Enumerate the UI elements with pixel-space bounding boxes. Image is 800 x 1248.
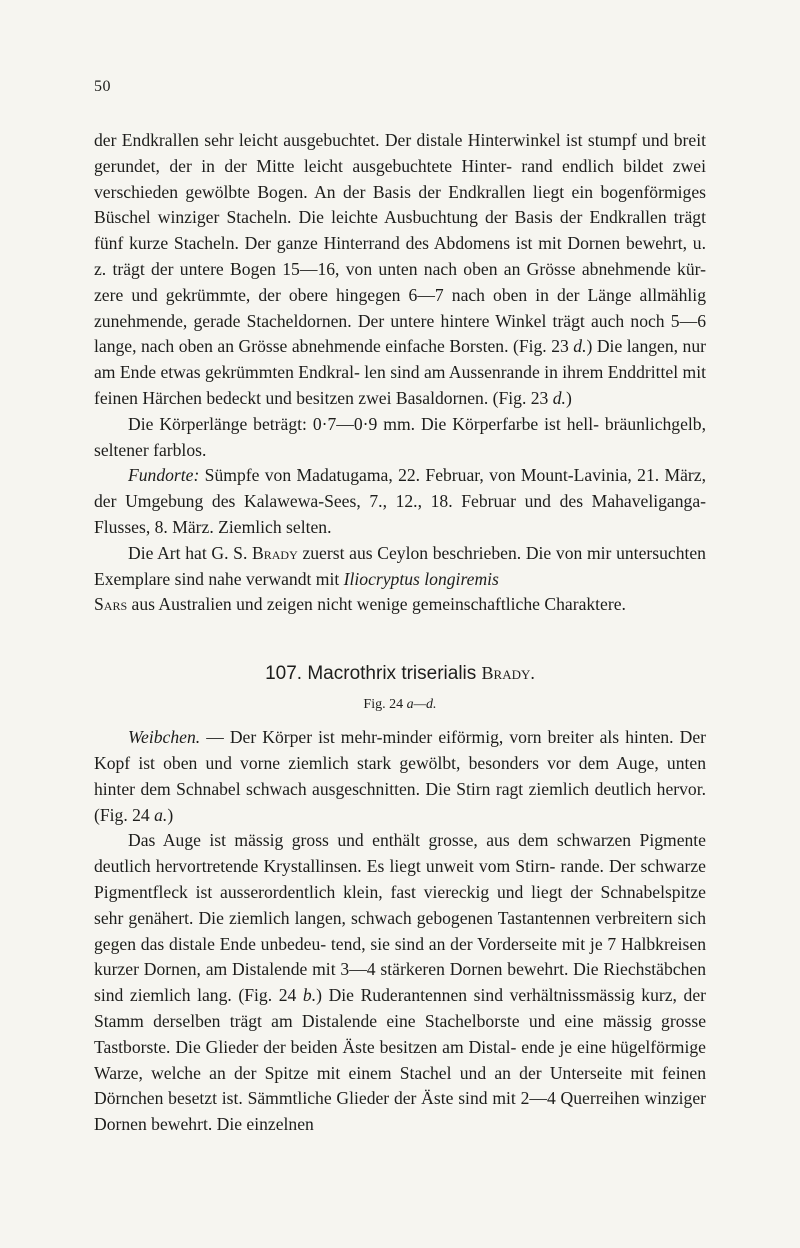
paragraph-1-text-end: ) [565, 387, 572, 408]
paragraph-4-text-cont: zuerst aus Ceylon beschrieben. Die von mir untersuchten Exemplare sind nahe verwandt mit [94, 542, 706, 589]
locality-text: Sümpfe von Madatugama, 22. Februar, von Mount-Lavinia, 21. März, der Umgebung des Kalawewa-Sees, 7., 12., 18. Februar und des Mahaveliganga-Flusses, 8. März. Ziemlich selten. [94, 465, 706, 537]
paragraph-1-text-cont: ) Die langen, nur am Ende etwas gekrümmten Endkral- len sind am Aussenrande in ihrem Enddrittel mit feinen Härchen bedeckt und besitzen zwei Basaldornen. (Fig. 23 [94, 336, 707, 408]
paragraph-4-text: Die Art hat G. S. [128, 542, 253, 563]
species-heading [94, 660, 706, 687]
page-number: 50 [94, 78, 111, 95]
paragraph-6 [94, 828, 706, 1138]
species-heading-author: Brady. [481, 663, 535, 684]
figure-caption-prefix: Fig. 24 [363, 697, 407, 713]
figure-caption-range: a—d. [406, 697, 437, 713]
paragraph-2: Die Körperlänge beträgt: 0·7—0·9 mm. Die Körperfarbe ist hell- bräunlichgelb, seltener farblos. [94, 413, 706, 460]
species-heading-text: 107. Macrothrix triserialis [265, 663, 482, 685]
paragraph-4-text-end: aus Australien und zeigen nicht wenige gemeinschaftliche Charaktere. [127, 594, 626, 615]
paragraph-5-text-end: ) [167, 804, 174, 825]
figure-ref: a. [154, 804, 168, 825]
sex-label: Weibchen. [128, 727, 201, 748]
figure-caption [94, 695, 706, 715]
figure-ref: b. [302, 985, 317, 1006]
species-name: Iliocryptus longiremis [343, 568, 499, 589]
paragraph-5 [94, 725, 706, 828]
paragraph-1-text: der Endkrallen sehr leicht ausgebuchtet. Der distale Hinterwinkel ist stumpf und breit gerundet, der in der Mitte leicht ausgebuchtete Hinter- rand endlich bildet zwei verschieden gewölbte Bogen. An der Basis der Endkrallen liegt ein bogenförmiges Büschel winziger Stacheln. Die leichte Ausbuchtung der Basis der Endkrallen trägt fünf kurze Stacheln. Der ganze Hinterrand des Abdomens ist mit Dornen bewehrt, u. z. trägt der untere Bogen 15—16, von unten nach oben an Grösse abnehmende kür- zere und gekrümmte, der obere hingegen 6—7 nach oben in der Länge allmählig zunehmende, gerade Stacheldornen. Der untere hintere Winkel trägt auch noch 5—6 lange, nach oben an Grösse abnehmende einfache Borsten. (Fig. 23 [94, 130, 706, 357]
paragraph-6-text: Das Auge ist mässig gross und enthält grosse, aus dem schwarzen Pigmente deutlich hervortretende Krystallinsen. Es liegt unweit vom Stirn- rande. Der schwarze Pigmentfleck ist ausserordentlich klein, fast viereckig und liegt der Schnabelspitze sehr genähert. Die ziemlich langen, schwach gebogenen Tastantennen verbreitern sich gegen das distale Ende unbedeu- tend, sie sind an der Vorderseite mit je 7 Halbkreisen kurzer Dornen, am Distalende mit 3—4 stärkeren Dornen bewehrt. Die Riechstäbchen sind ziemlich lang. (Fig. 24 [94, 830, 706, 1006]
paragraph-6-text-end: ) Die Ruderantennen sind verhältnissmässig kurz, der Stamm derselben trägt am Distalende eine Stachelborste und eine mässig grosse Tastborste. Die Glieder der beiden Äste besitzen am Distal- ende je eine hügelförmige Warze, welche an der Spitze mit einem Stachel und an der Unterseite mit feinen Dörnchen besetzt ist. Sämmtliche Glieder der Äste sind mit 2—4 Querreihen winziger Dornen bewehrt. Die einzelnen [94, 985, 707, 1135]
paragraph-4 [94, 541, 706, 618]
paragraph-1 [94, 128, 706, 412]
figure-ref: d. [573, 336, 587, 357]
body-text [94, 128, 706, 1138]
author-name: Sars [94, 594, 128, 615]
paragraph-3 [94, 463, 706, 540]
figure-ref: d. [552, 387, 566, 408]
author-name: Brady [252, 542, 298, 563]
paragraph-5-text: — Der Körper ist mehr-minder eiförmig, vorn breiter als hinten. Der Kopf ist oben und vorne ziemlich stark gewölbt, besonders vor dem Auge, unten hinter dem Schnabel schwach ausgeschnitten. Die Stirn ragt ziemlich deutlich hervor. (Fig. 24 [94, 727, 706, 825]
locality-label: Fundorte: [128, 465, 200, 486]
